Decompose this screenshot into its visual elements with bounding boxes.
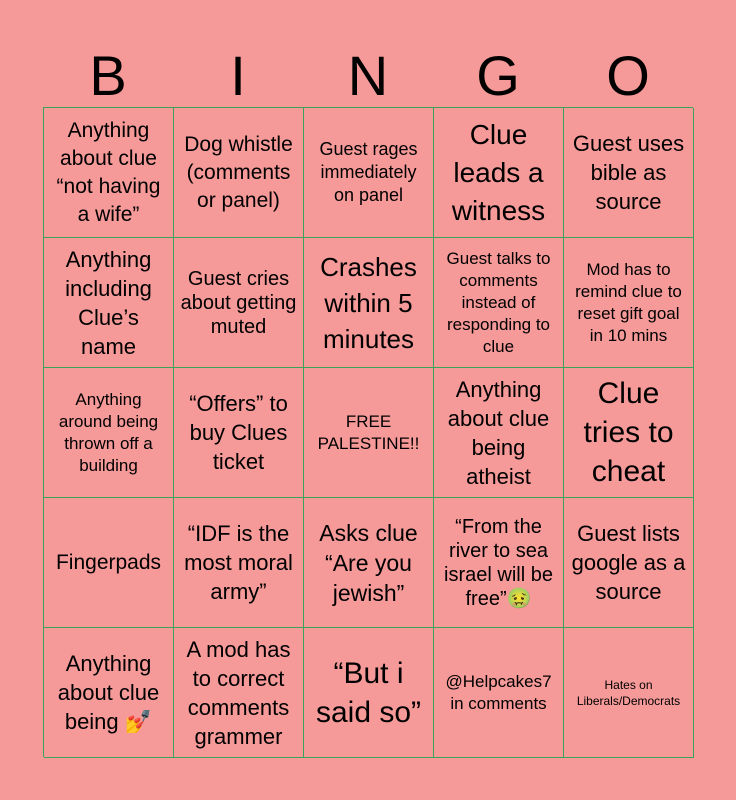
bingo-cell[interactable] — [44, 108, 174, 238]
bingo-grid — [43, 107, 693, 757]
bingo-cell[interactable] — [304, 238, 434, 368]
cell-text: Guest cries about getting muted — [180, 267, 297, 338]
cell-text: Anything about clue being atheist — [447, 376, 550, 489]
header-letter-o: O — [606, 44, 650, 107]
cell-text: Anything around being thrown off a building — [58, 389, 159, 475]
header-letter-g: G — [476, 44, 520, 107]
bingo-cell[interactable] — [304, 498, 434, 628]
bingo-cell[interactable] — [304, 628, 434, 758]
bingo-cell[interactable] — [174, 368, 304, 498]
cell-text: Fingerpads — [55, 550, 162, 574]
bingo-cell[interactable] — [44, 628, 174, 758]
cell-text: @Helpcakes7 in comments — [445, 671, 552, 713]
cell-text: “But i said so” — [315, 656, 422, 729]
bingo-cell[interactable] — [564, 238, 694, 368]
cell-text: Clue leads a witness — [451, 118, 546, 226]
cell-text: Anything about clue being 💅 — [57, 651, 160, 734]
cell-text: Anything including Clue’s name — [65, 246, 152, 359]
cell-text: “From the river to sea israel will be free”🤢 — [444, 515, 553, 610]
cell-text: Clue tries to cheat — [583, 377, 674, 488]
header-letter-i: I — [230, 44, 246, 107]
cell-text: Crashes within 5 minutes — [320, 251, 417, 354]
bingo-cell free-space[interactable] — [304, 368, 434, 498]
header-letter-n: N — [347, 44, 389, 107]
bingo-cell[interactable] — [434, 498, 564, 628]
cell-text: “Offers” to buy Clues ticket — [189, 391, 288, 474]
cell-text: Anything about clue “not having a wife” — [56, 118, 161, 226]
bingo-cell[interactable] — [564, 108, 694, 238]
header-letter-b: B — [89, 44, 127, 107]
bingo-cell[interactable] — [434, 108, 564, 238]
cell-text: A mod has to correct comments grammer — [186, 636, 291, 749]
bingo-cell[interactable] — [304, 108, 434, 238]
cell-text: Guest talks to comments instead of responding to clue — [446, 248, 551, 356]
bingo-cell[interactable] — [174, 108, 304, 238]
bingo-cell[interactable] — [564, 498, 694, 628]
cell-text: Mod has to remind clue to reset gift goal in 10 mins — [575, 259, 682, 345]
bingo-header — [43, 44, 693, 108]
bingo-cell[interactable] — [174, 498, 304, 628]
cell-text: Dog whistle (comments or panel) — [184, 132, 293, 212]
bingo-cell[interactable] — [564, 628, 694, 758]
cell-text: Hates on Liberals/Democrats — [576, 677, 681, 708]
cell-text: Asks clue “Are you jewish” — [319, 519, 418, 606]
cell-text: “IDF is the most moral army” — [184, 521, 293, 604]
cell-text: FREE PALESTINE!! — [317, 411, 420, 453]
bingo-cell[interactable] — [434, 238, 564, 368]
bingo-cell[interactable] — [434, 628, 564, 758]
bingo-cell[interactable] — [174, 628, 304, 758]
bingo-cell[interactable] — [44, 498, 174, 628]
cell-text: Guest rages immediately on panel — [319, 139, 418, 205]
bingo-cell[interactable] — [174, 238, 304, 368]
bingo-cell[interactable] — [44, 368, 174, 498]
bingo-cell[interactable] — [564, 368, 694, 498]
cell-text: Guest uses bible as source — [572, 131, 685, 214]
bingo-cell[interactable] — [44, 238, 174, 368]
cell-text: Guest lists google as a source — [571, 521, 686, 604]
bingo-cell[interactable] — [434, 368, 564, 498]
